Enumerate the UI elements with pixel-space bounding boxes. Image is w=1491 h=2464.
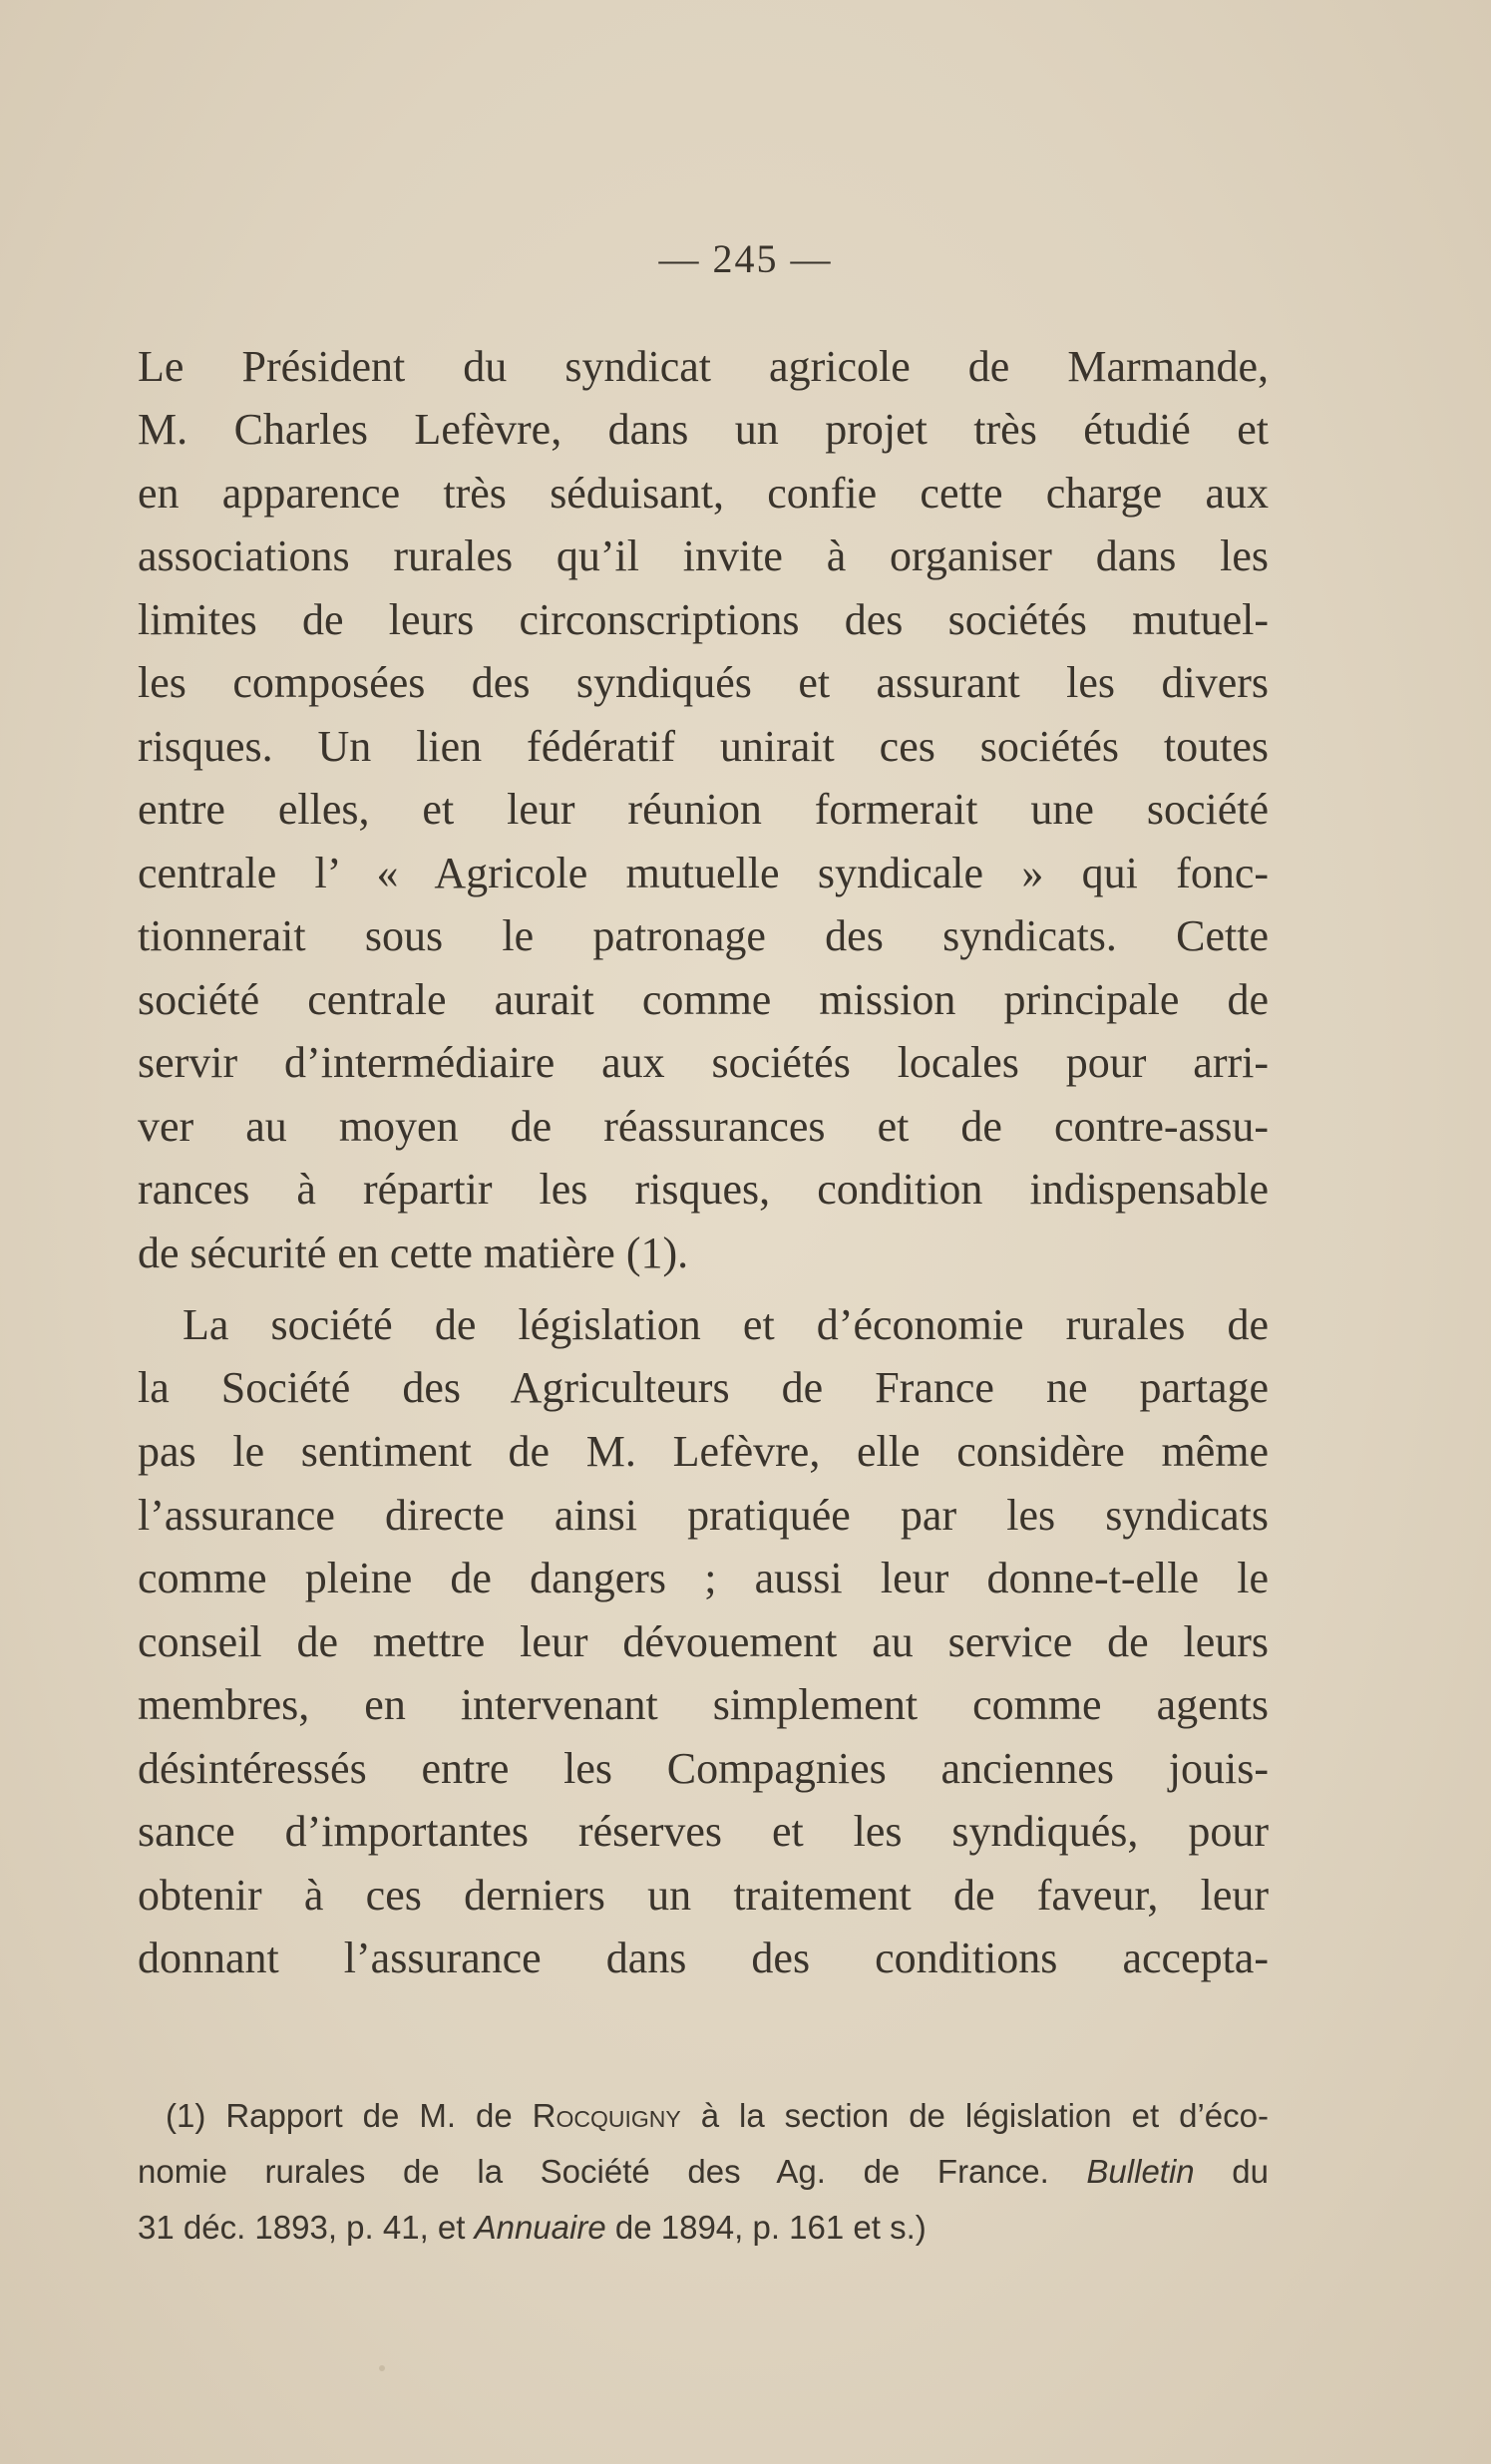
text-line: en apparence très séduisant, confie cette charge aux [138, 469, 1269, 518]
footnote-line [166, 2091, 1269, 2141]
text-line: rances à répartir les risques, condition indispensable [138, 1165, 1269, 1214]
text-line: membres, en intervenant simplement comme agents [138, 1680, 1269, 1729]
text-line: de sécurité en cette matière (1). [138, 1229, 689, 1277]
text-line: obtenir à ces derniers un traitement de faveur, leur [138, 1871, 1269, 1920]
footnote-line [138, 2203, 1269, 2253]
text-line: servir d’intermédiaire aux sociétés locales pour arri- [138, 1038, 1269, 1087]
text-line: centrale l’ « Agricole mutuelle syndicale » qui fonc- [138, 849, 1269, 897]
footnote-text: à la section de législation et d’éco- [680, 2097, 1269, 2134]
text-line: tionnerait sous le patronage des syndicats. Cette [138, 911, 1269, 960]
footnote-text: 31 déc. 1893, p. 41, et [138, 2209, 475, 2246]
text-line: La société de législation et d’économie rurales de [183, 1300, 1269, 1349]
text-line: limites de leurs circonscriptions des sociétés mutuel- [138, 595, 1269, 644]
text-line: société centrale aurait comme mission principale de [138, 975, 1269, 1024]
paper-speck [379, 2365, 385, 2371]
publication-title: Annuaire [474, 2209, 606, 2246]
text-line: Le Président du syndicat agricole de Marmande, [138, 342, 1269, 391]
text-line: la Société des Agriculteurs de France ne partage [138, 1363, 1269, 1412]
footnote-text: Rapport de M. de [205, 2097, 533, 2134]
text-line: l’assurance directe ainsi pratiquée par les syndicats [138, 1491, 1269, 1540]
text-line: conseil de mettre leur dévouement au service de leurs [138, 1617, 1269, 1666]
text-line: sance d’importantes réserves et les syndiqués, pour [138, 1807, 1269, 1856]
text-line: entre elles, et leur réunion formerait une société [138, 785, 1269, 834]
text-line: associations rurales qu’il invite à organiser dans les [138, 531, 1269, 580]
text-line: pas le sentiment de M. Lefèvre, elle considère même [138, 1427, 1269, 1476]
text-line: désintéressés entre les Compagnies anciennes jouis- [138, 1744, 1269, 1793]
text-line: comme pleine de dangers ; aussi leur donne-t-elle le [138, 1554, 1269, 1602]
text-line: risques. Un lien fédératif unirait ces sociétés toutes [138, 722, 1269, 771]
text-line: les composées des syndiqués et assurant les divers [138, 658, 1269, 707]
page-number: — 245 — [658, 236, 833, 281]
publication-title: Bulletin [1086, 2153, 1195, 2190]
text-line: M. Charles Lefèvre, dans un projet très étudié et [138, 405, 1269, 454]
text-line: ver au moyen de réassurances et de contre-assu- [138, 1102, 1269, 1151]
text-line: donnant l’assurance dans des conditions accepta- [138, 1934, 1269, 1982]
footnote-text: nomie rurales de la Société des Ag. de France. [138, 2153, 1087, 2190]
author-name: Rocquigny [532, 2097, 681, 2134]
footnote-text: du [1194, 2153, 1269, 2190]
footnote-line [138, 2147, 1269, 2197]
footnote-marker: (1) [166, 2097, 206, 2134]
footnote-text: de 1894, p. 161 et s.) [605, 2209, 927, 2246]
